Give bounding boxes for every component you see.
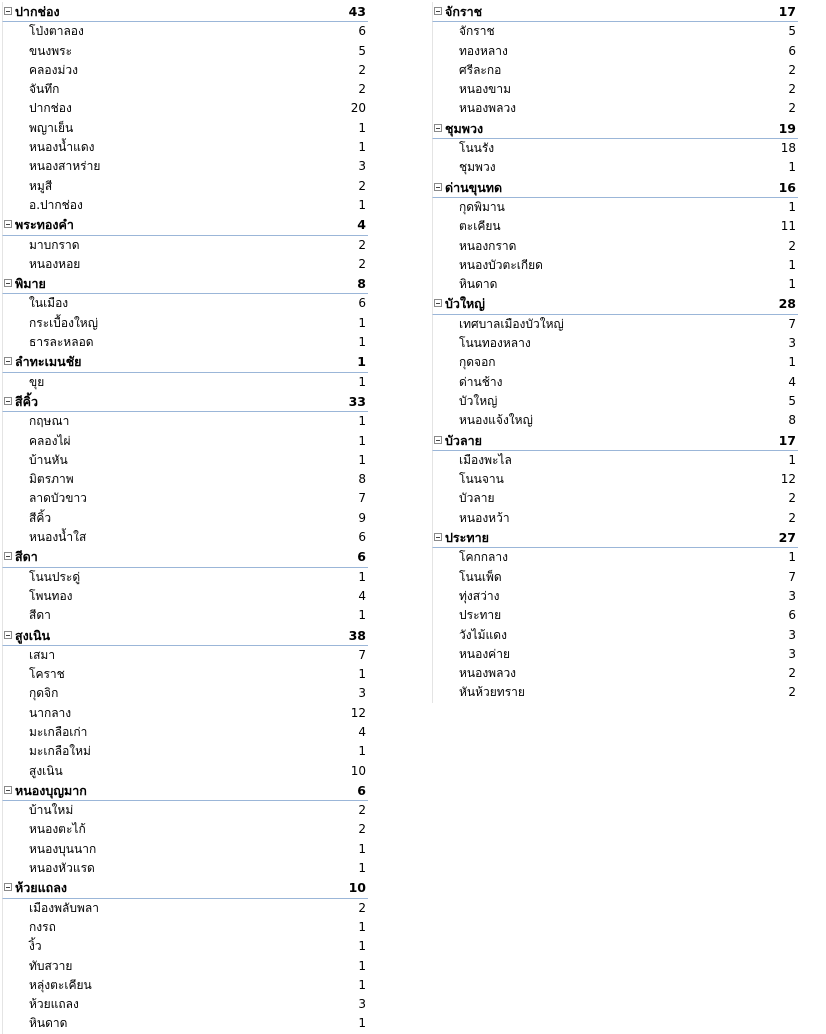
group-name: ห้วยแถลง xyxy=(15,880,67,896)
item-count: 6 xyxy=(788,608,796,623)
item-name: โคราช xyxy=(29,667,65,682)
item-name: หันห้วยทราย xyxy=(459,685,525,700)
item-count: 6 xyxy=(358,530,366,545)
item-count: 1 xyxy=(358,608,366,623)
item-row xyxy=(432,626,798,645)
item-name: งิ้ว xyxy=(29,939,42,954)
item-count: 1 xyxy=(788,160,796,175)
item-count: 1 xyxy=(358,414,366,429)
item-row xyxy=(2,899,368,918)
item-count: 4 xyxy=(358,724,366,739)
item-name: พญาเย็น xyxy=(29,120,74,135)
item-name: หนองพลวง xyxy=(459,666,517,681)
item-count: 7 xyxy=(358,491,366,506)
item-count: 7 xyxy=(788,569,796,584)
item-name: สีคิ้ว xyxy=(29,510,52,525)
item-name: กุดจิก xyxy=(29,686,59,701)
item-row xyxy=(2,61,368,80)
group-header-row[interactable] xyxy=(432,119,798,139)
item-row xyxy=(432,470,798,489)
item-row xyxy=(2,684,368,703)
item-name: โป่งตาลอง xyxy=(29,24,84,39)
item-name: หนองค่าย xyxy=(459,646,510,661)
group-header-row[interactable] xyxy=(2,215,368,235)
item-count: 1 xyxy=(358,919,366,934)
item-count: 4 xyxy=(358,588,366,603)
item-row xyxy=(2,99,368,118)
item-count: 1 xyxy=(358,939,366,954)
item-count: 3 xyxy=(358,997,366,1012)
item-count: 1 xyxy=(358,315,366,330)
item-count: 1 xyxy=(358,1016,366,1031)
item-row xyxy=(432,22,798,41)
group-header-row[interactable] xyxy=(432,294,798,314)
item-count: 1 xyxy=(358,841,366,856)
item-name: กระเบื้องใหญ่ xyxy=(29,315,98,330)
item-row xyxy=(2,177,368,196)
item-name: หนองขาม xyxy=(459,82,512,97)
item-count: 6 xyxy=(788,43,796,58)
item-name: หนองแจ้งใหญ่ xyxy=(459,413,533,428)
item-count: 3 xyxy=(788,588,796,603)
item-row xyxy=(432,61,798,80)
group-total: 27 xyxy=(778,530,796,546)
item-name: กงรถ xyxy=(29,919,56,934)
group-header-row[interactable] xyxy=(432,431,798,451)
item-name: ชุมพวง xyxy=(459,160,496,175)
item-count: 1 xyxy=(358,140,366,155)
item-row xyxy=(432,411,798,430)
item-count: 2 xyxy=(358,237,366,252)
item-row xyxy=(2,1014,368,1033)
item-count: 12 xyxy=(780,472,796,487)
item-row xyxy=(432,664,798,683)
pivot-column-left xyxy=(2,2,368,1034)
collapse-toggle-icon[interactable] xyxy=(434,7,442,15)
item-name: หนองหัวแรด xyxy=(29,861,95,876)
group-name: พระทองคำ xyxy=(15,217,74,233)
item-count: 1 xyxy=(358,374,366,389)
item-row xyxy=(432,217,798,236)
item-row xyxy=(2,157,368,176)
item-count: 5 xyxy=(788,24,796,39)
item-count: 1 xyxy=(788,355,796,370)
item-count: 2 xyxy=(358,82,366,97)
item-name: เมืองพลับพลา xyxy=(29,900,99,915)
item-name: ขุย xyxy=(29,374,45,389)
item-count: 1 xyxy=(358,958,366,973)
item-row xyxy=(432,237,798,256)
item-name: เทศบาลเมืองบัวใหญ่ xyxy=(459,316,564,331)
item-row xyxy=(2,451,368,470)
item-name: หนองกราด xyxy=(459,238,517,253)
item-row xyxy=(432,606,798,625)
item-name: โนนทองหลาง xyxy=(459,336,531,351)
item-row xyxy=(432,80,798,99)
item-row xyxy=(2,314,368,333)
item-count: 1 xyxy=(788,550,796,565)
item-name: เมืองพะไล xyxy=(459,452,512,467)
item-row xyxy=(2,859,368,878)
item-count: 8 xyxy=(788,413,796,428)
group-total: 1 xyxy=(357,354,366,370)
group-header-row[interactable] xyxy=(432,2,798,22)
collapse-toggle-icon[interactable] xyxy=(4,397,12,405)
collapse-toggle-icon[interactable] xyxy=(4,552,12,560)
item-count: 7 xyxy=(358,647,366,662)
item-count: 4 xyxy=(788,374,796,389)
item-name: มิตรภาพ xyxy=(29,472,74,487)
item-name: นากลาง xyxy=(29,705,72,720)
item-row xyxy=(2,470,368,489)
item-row xyxy=(432,275,798,294)
group-total: 17 xyxy=(778,432,796,448)
item-name: คลองม่วง xyxy=(29,62,78,77)
group-header-row[interactable] xyxy=(2,547,368,567)
item-row xyxy=(432,99,798,118)
group-total: 8 xyxy=(357,276,366,292)
item-count: 5 xyxy=(788,393,796,408)
group-name: บัวลาย xyxy=(445,432,482,448)
item-name: บัวลาย xyxy=(459,491,495,506)
group-total: 6 xyxy=(357,782,366,798)
collapse-toggle-icon[interactable] xyxy=(434,533,442,541)
item-count: 8 xyxy=(358,472,366,487)
group-name: พิมาย xyxy=(15,276,46,292)
item-count: 3 xyxy=(788,627,796,642)
item-name: หนองบุนนาก xyxy=(29,841,97,856)
item-name: ทองหลาง xyxy=(459,43,508,58)
item-row xyxy=(432,568,798,587)
item-count: 2 xyxy=(788,238,796,253)
item-count: 2 xyxy=(788,510,796,525)
item-name: กุดพิมาน xyxy=(459,199,505,214)
item-row xyxy=(2,528,368,547)
group-name: ลำทะเมนชัย xyxy=(15,354,82,370)
item-row xyxy=(2,587,368,606)
item-row xyxy=(2,22,368,41)
item-row xyxy=(2,236,368,255)
collapse-toggle-icon[interactable] xyxy=(434,299,442,307)
group-total: 43 xyxy=(348,4,366,19)
item-name: หนองน้ำแดง xyxy=(29,140,95,155)
item-name: บ้านหัน xyxy=(29,452,68,467)
group-name: หนองบุญมาก xyxy=(15,782,87,798)
item-name: ทุ่งสว่าง xyxy=(459,588,500,603)
collapse-toggle-icon[interactable] xyxy=(434,183,442,191)
item-name: หนองพลวง xyxy=(459,101,517,116)
item-row xyxy=(2,723,368,742)
collapse-toggle-icon[interactable] xyxy=(4,786,12,794)
group-header-row[interactable] xyxy=(2,392,368,412)
item-name: โนนเพ็ด xyxy=(459,569,502,584)
item-name: บัวใหญ่ xyxy=(459,393,498,408)
pivot-column-right xyxy=(432,2,798,703)
item-count: 2 xyxy=(788,82,796,97)
item-name: วังไม้แดง xyxy=(459,627,507,642)
group-header-row[interactable] xyxy=(432,178,798,198)
group-total: 6 xyxy=(357,549,366,565)
group-header-row[interactable] xyxy=(2,781,368,801)
item-count: 1 xyxy=(358,120,366,135)
group-header-row[interactable] xyxy=(2,2,368,22)
item-name: หนองตะไก้ xyxy=(29,822,86,837)
item-name: ธารละหลอด xyxy=(29,335,94,350)
item-row xyxy=(432,451,798,470)
item-count: 2 xyxy=(358,62,366,77)
item-name: หินดาด xyxy=(459,277,498,292)
item-row xyxy=(2,762,368,781)
item-count: 10 xyxy=(350,763,366,778)
item-count: 3 xyxy=(788,646,796,661)
item-count: 7 xyxy=(788,316,796,331)
item-count: 5 xyxy=(358,43,366,58)
group-header-row[interactable] xyxy=(2,626,368,646)
item-count: 2 xyxy=(788,666,796,681)
item-row xyxy=(2,606,368,625)
item-row xyxy=(432,587,798,606)
item-row xyxy=(432,683,798,702)
group-name: ประทาย xyxy=(445,530,489,546)
group-name: ชุมพวง xyxy=(445,120,484,136)
item-count: 12 xyxy=(350,705,366,720)
item-row xyxy=(2,373,368,392)
item-row xyxy=(2,976,368,995)
group-name: สีดา xyxy=(15,549,38,565)
item-count: 20 xyxy=(350,101,366,116)
item-name: หนองบัวตะเกียด xyxy=(459,257,543,272)
item-row xyxy=(2,196,368,215)
item-name: คลองไผ่ xyxy=(29,433,71,448)
item-row xyxy=(2,957,368,976)
item-name: อ.ปากช่อง xyxy=(29,197,83,212)
group-total: 38 xyxy=(348,627,366,643)
item-row xyxy=(2,432,368,451)
item-count: 2 xyxy=(358,803,366,818)
item-row xyxy=(2,568,368,587)
item-name: ห้วยแถลง xyxy=(29,997,79,1012)
item-row xyxy=(432,353,798,372)
item-row xyxy=(2,937,368,956)
item-row xyxy=(2,704,368,723)
item-count: 1 xyxy=(788,257,796,272)
item-row xyxy=(432,334,798,353)
item-name: หินดาด xyxy=(29,1016,68,1031)
item-row xyxy=(2,801,368,820)
item-row xyxy=(432,198,798,217)
item-row xyxy=(432,489,798,508)
item-count: 2 xyxy=(788,685,796,700)
item-row xyxy=(432,548,798,567)
item-name: หนองหอย xyxy=(29,256,81,271)
item-row xyxy=(432,392,798,411)
item-row xyxy=(2,489,368,508)
item-count: 2 xyxy=(788,101,796,116)
group-header-row[interactable] xyxy=(2,274,368,294)
item-name: โพนทอง xyxy=(29,588,73,603)
item-row xyxy=(432,139,798,158)
item-count: 1 xyxy=(788,277,796,292)
group-name: สีคิ้ว xyxy=(15,393,39,409)
collapse-toggle-icon[interactable] xyxy=(434,436,442,444)
item-name: ด่านช้าง xyxy=(459,374,503,389)
item-name: โคกกลาง xyxy=(459,550,508,565)
item-row xyxy=(2,509,368,528)
item-name: กฤษณา xyxy=(29,414,70,429)
collapse-toggle-icon[interactable] xyxy=(4,220,12,228)
item-name: ปากช่อง xyxy=(29,101,72,116)
item-count: 2 xyxy=(358,178,366,193)
item-count: 1 xyxy=(358,667,366,682)
item-name: โนนจาน xyxy=(459,472,504,487)
item-count: 18 xyxy=(780,141,796,156)
item-row xyxy=(2,646,368,665)
collapse-toggle-icon[interactable] xyxy=(434,124,442,132)
item-count: 1 xyxy=(788,452,796,467)
item-row xyxy=(2,995,368,1014)
item-name: หนองน้ำใส xyxy=(29,530,87,545)
item-count: 6 xyxy=(358,24,366,39)
item-name: ลาดบัวขาว xyxy=(29,491,87,506)
group-total: 10 xyxy=(348,880,366,896)
item-row xyxy=(2,742,368,761)
item-name: ประทาย xyxy=(459,608,502,623)
group-header-row[interactable] xyxy=(2,878,368,898)
item-name: มะเกลือใหม่ xyxy=(29,744,91,759)
item-row xyxy=(432,315,798,334)
item-name: ทับสวาย xyxy=(29,958,73,973)
item-count: 3 xyxy=(358,686,366,701)
group-header-row[interactable] xyxy=(2,352,368,372)
item-count: 9 xyxy=(358,510,366,525)
item-row xyxy=(2,119,368,138)
item-count: 2 xyxy=(788,491,796,506)
group-name: จักราช xyxy=(445,4,483,19)
item-row xyxy=(2,255,368,274)
group-total: 17 xyxy=(778,4,796,19)
item-name: เสมา xyxy=(29,647,56,662)
item-name: ตะเคียน xyxy=(459,219,501,234)
group-total: 4 xyxy=(357,217,366,233)
item-name: สีดา xyxy=(29,608,51,623)
item-count: 2 xyxy=(788,62,796,77)
item-row xyxy=(432,509,798,528)
item-count: 3 xyxy=(358,159,366,174)
collapse-toggle-icon[interactable] xyxy=(4,7,12,15)
item-count: 6 xyxy=(358,296,366,311)
item-row xyxy=(2,294,368,313)
collapse-toggle-icon[interactable] xyxy=(4,883,12,891)
item-count: 1 xyxy=(358,197,366,212)
group-name: บัวใหญ่ xyxy=(445,296,485,312)
item-name: ศรีละกอ xyxy=(459,62,502,77)
item-count: 2 xyxy=(358,822,366,837)
collapse-toggle-icon[interactable] xyxy=(4,279,12,287)
group-header-row[interactable] xyxy=(432,528,798,548)
item-row xyxy=(2,333,368,352)
collapse-toggle-icon[interactable] xyxy=(4,631,12,639)
item-count: 1 xyxy=(788,199,796,214)
item-count: 2 xyxy=(358,256,366,271)
item-row xyxy=(432,42,798,61)
item-name: บ้านใหม่ xyxy=(29,803,74,818)
item-name: หลุ่งตะเคียน xyxy=(29,977,92,992)
item-name: โนนรัง xyxy=(459,141,495,156)
item-row xyxy=(432,645,798,664)
item-row xyxy=(432,373,798,392)
item-row xyxy=(2,412,368,431)
item-name: จักราช xyxy=(459,24,495,39)
item-name: สูงเนิน xyxy=(29,763,63,778)
item-name: หนองสาหร่าย xyxy=(29,159,101,174)
group-total: 28 xyxy=(778,296,796,312)
item-count: 1 xyxy=(358,335,366,350)
item-name: มะเกลือเก่า xyxy=(29,724,88,739)
item-row xyxy=(2,820,368,839)
item-count: 1 xyxy=(358,744,366,759)
item-name: ในเมือง xyxy=(29,296,69,311)
item-row xyxy=(432,158,798,177)
item-name: มาบกราด xyxy=(29,237,80,252)
group-name: ด่านขุนทด xyxy=(445,179,503,195)
group-total: 33 xyxy=(348,393,366,409)
group-total: 16 xyxy=(778,179,796,195)
item-name: กุดจอก xyxy=(459,355,496,370)
item-row xyxy=(2,138,368,157)
item-count: 1 xyxy=(358,861,366,876)
group-total: 19 xyxy=(778,120,796,136)
item-count: 11 xyxy=(780,219,796,234)
item-row xyxy=(2,665,368,684)
item-name: หนองหว้า xyxy=(459,510,510,525)
item-row xyxy=(2,42,368,61)
item-count: 1 xyxy=(358,569,366,584)
item-count: 3 xyxy=(788,336,796,351)
item-count: 1 xyxy=(358,433,366,448)
item-row xyxy=(2,80,368,99)
item-name: ขนงพระ xyxy=(29,43,73,58)
item-row xyxy=(432,256,798,275)
item-count: 1 xyxy=(358,452,366,467)
group-name: ปากช่อง xyxy=(15,4,60,19)
group-name: สูงเนิน xyxy=(15,627,51,643)
item-name: จันทึก xyxy=(29,82,60,97)
item-row xyxy=(2,840,368,859)
item-name: หมูสี xyxy=(29,178,53,193)
item-row xyxy=(2,918,368,937)
item-name: โนนประดู่ xyxy=(29,569,81,584)
item-count: 1 xyxy=(358,977,366,992)
collapse-toggle-icon[interactable] xyxy=(4,357,12,365)
item-count: 2 xyxy=(358,900,366,915)
